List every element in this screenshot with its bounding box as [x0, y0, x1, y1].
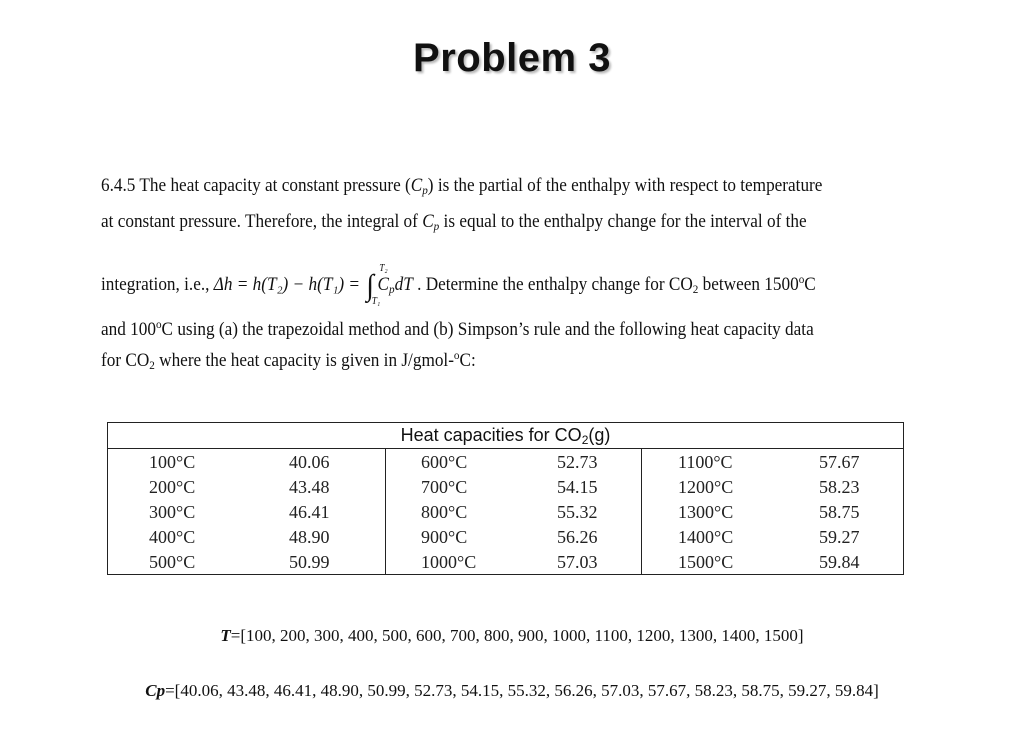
table-caption: Heat capacities for CO2(g)	[108, 423, 903, 449]
problem-line-3: integration, i.e., Δh = h(T₂) − h(T₁) = ∫ T₂ T₁ $C_pdT$ . Determine the enthalpy change for $CO_2$ between 1500$^o$C	[101, 263, 816, 307]
table-temp-cell: 100°C 200°C 300°C 400°C 500°C	[149, 452, 196, 572]
slide-title: Problem 3	[413, 36, 611, 80]
table-temp-cell: 600°C 700°C 800°C 900°C 1000°C	[421, 452, 477, 572]
enthalpy-equation: Δh = h(T₂) − h(T₁) =	[213, 275, 365, 295]
problem-line-4: and 100$^o$C using (a) the trapezoidal method and (b) Simpson’s rule and the following heat capacity data	[101, 317, 814, 340]
problem-line-5: for $CO_2$ where the heat capacity is given in J/gmol-$^o$C:	[101, 348, 476, 372]
table-temp-cell: 1100°C 1200°C 1300°C 1400°C 1500°C	[678, 452, 734, 572]
problem-line-1: 6.4.5 The heat capacity at constant pressure $(C_p)$ is the partial of the enthalpy with respect to temperature	[101, 176, 823, 197]
table-cp-cell: 40.06 43.48 46.41 48.90 50.99	[289, 452, 330, 572]
problem-number: 6.4.5	[101, 176, 136, 196]
cp-vector: Cp=[40.06, 43.48, 46.41, 48.90, 50.99, 52.73, 54.15, 55.32, 56.26, 57.03, 57.67, 58.23, 58.75, 59.27, 59.84]	[145, 681, 879, 700]
column-divider	[385, 449, 386, 574]
table-cp-cell: 52.73 54.15 55.32 56.26 57.03	[557, 452, 598, 572]
table-cp-cell: 57.67 58.23 58.75 59.27 59.84	[819, 452, 860, 572]
temperature-vector: T=[100, 200, 300, 400, 500, 600, 700, 800, 900, 1000, 1100, 1200, 1300, 1400, 1500]	[220, 626, 804, 645]
integral-sign: ∫ T₂ T₁	[366, 263, 388, 307]
problem-line-2: at constant pressure. Therefore, the integral of $C_p$ is equal to the enthalpy change for the interval of the	[101, 212, 807, 233]
column-divider	[641, 449, 642, 574]
heat-capacity-table	[107, 422, 904, 575]
